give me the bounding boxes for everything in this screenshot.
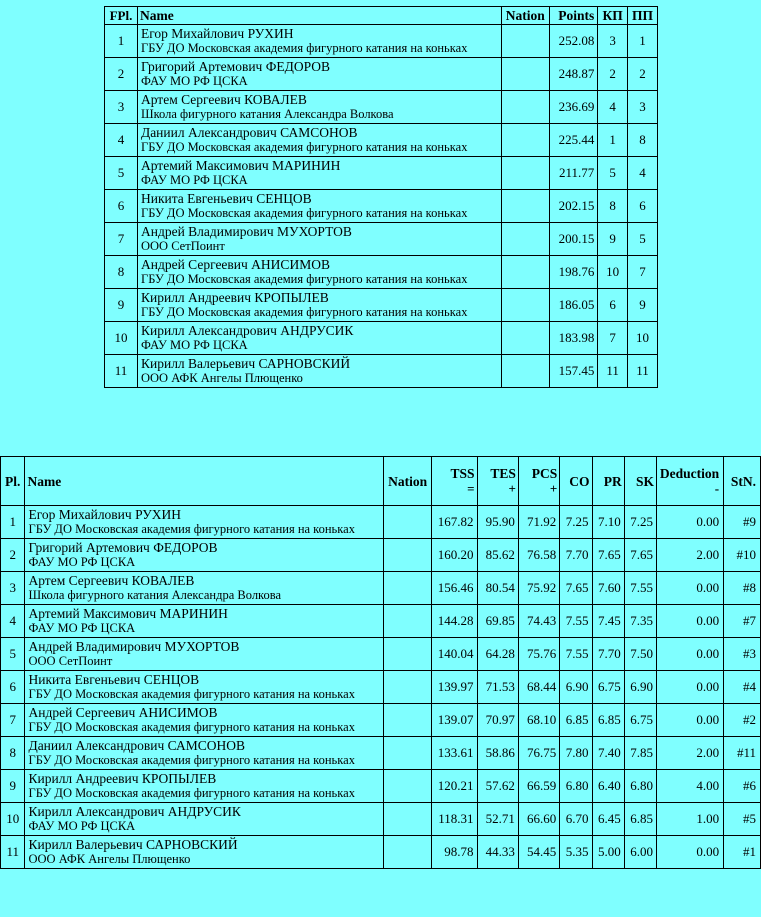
nation-cell <box>384 770 431 803</box>
tes-cell: 71.53 <box>477 671 518 704</box>
co-cell: 7.55 <box>560 605 592 638</box>
nation-cell <box>384 671 431 704</box>
tss-cell: 98.78 <box>431 836 477 869</box>
points-cell: 225.44 <box>549 124 598 157</box>
segment-scores-table <box>0 456 761 869</box>
deduction-cell: 4.00 <box>657 770 724 803</box>
points-cell: 211.77 <box>549 157 598 190</box>
skater-name-cell <box>25 737 384 770</box>
skater-club: Школа фигурного катания Александра Волкова <box>28 588 282 602</box>
short-program-rank-cell: 4 <box>598 91 628 124</box>
segment-scores-table-container <box>0 456 761 869</box>
final-place-cell: 5 <box>105 157 138 190</box>
header-co: CO <box>560 457 592 506</box>
skater-club: ФАУ МО РФ ЦСКА <box>28 555 136 569</box>
skater-name: Никита Евгеньевич СЕНЦОВ <box>140 191 312 206</box>
table-row <box>105 289 658 322</box>
free-program-rank-cell: 7 <box>627 256 657 289</box>
table-row <box>105 256 658 289</box>
pr-cell: 6.75 <box>592 671 624 704</box>
nation-cell <box>384 506 431 539</box>
nation-cell <box>384 605 431 638</box>
skater-name: Кирилл Валерьевич САРНОВСКИЙ <box>140 356 351 371</box>
place-cell: 4 <box>1 605 25 638</box>
free-program-rank-cell: 1 <box>627 25 657 58</box>
pcs-cell: 75.76 <box>518 638 559 671</box>
table-header-row <box>105 7 658 25</box>
place-cell: 6 <box>1 671 25 704</box>
pr-cell: 5.00 <box>592 836 624 869</box>
points-cell: 202.15 <box>549 190 598 223</box>
place-cell: 5 <box>1 638 25 671</box>
skater-name-cell <box>137 124 501 157</box>
short-program-rank-cell: 6 <box>598 289 628 322</box>
nation-cell <box>384 803 431 836</box>
deduction-cell: 2.00 <box>657 737 724 770</box>
nation-cell <box>501 355 549 388</box>
skater-club: ГБУ ДО Московская академия фигурного катания на коньках <box>28 753 355 767</box>
header-tss-sub: = <box>467 481 475 496</box>
pcs-cell: 71.92 <box>518 506 559 539</box>
skater-club: ФАУ МО РФ ЦСКА <box>140 173 248 187</box>
points-cell: 236.69 <box>549 91 598 124</box>
sk-cell: 6.90 <box>624 671 656 704</box>
nation-cell <box>501 322 549 355</box>
tes-cell: 64.28 <box>477 638 518 671</box>
co-cell: 6.70 <box>560 803 592 836</box>
short-program-rank-cell: 9 <box>598 223 628 256</box>
points-cell: 200.15 <box>549 223 598 256</box>
deduction-cell: 0.00 <box>657 671 724 704</box>
tss-cell: 120.21 <box>431 770 477 803</box>
sk-cell: 6.75 <box>624 704 656 737</box>
nation-cell <box>501 25 549 58</box>
free-program-rank-cell: 4 <box>627 157 657 190</box>
table-row <box>105 190 658 223</box>
co-cell: 6.80 <box>560 770 592 803</box>
points-cell: 183.98 <box>549 322 598 355</box>
co-cell: 7.55 <box>560 638 592 671</box>
skater-club: ГБУ ДО Московская академия фигурного катания на коньках <box>140 305 468 319</box>
skater-club: ООО АФК Ангелы Плющенко <box>140 371 303 385</box>
start-number-cell: #6 <box>724 770 761 803</box>
deduction-cell: 0.00 <box>657 836 724 869</box>
start-number-cell: #9 <box>724 506 761 539</box>
table-row <box>1 506 761 539</box>
pr-cell: 6.45 <box>592 803 624 836</box>
skater-name-cell <box>25 671 384 704</box>
skater-name-cell <box>137 190 501 223</box>
short-program-rank-cell: 5 <box>598 157 628 190</box>
skater-name-cell <box>137 256 501 289</box>
nation-cell <box>384 836 431 869</box>
skater-name-cell <box>25 836 384 869</box>
pr-cell: 7.65 <box>592 539 624 572</box>
tes-cell: 44.33 <box>477 836 518 869</box>
skater-club: ООО СетПоинт <box>28 654 113 668</box>
short-program-rank-cell: 10 <box>598 256 628 289</box>
skater-club: ФАУ МО РФ ЦСКА <box>140 74 248 88</box>
header-start-number: StN. <box>724 457 761 506</box>
tes-cell: 58.86 <box>477 737 518 770</box>
points-cell: 157.45 <box>549 355 598 388</box>
start-number-cell: #4 <box>724 671 761 704</box>
sk-cell: 7.25 <box>624 506 656 539</box>
header-tss <box>431 457 477 506</box>
place-cell: 8 <box>1 737 25 770</box>
nation-cell <box>501 124 549 157</box>
place-cell: 1 <box>1 506 25 539</box>
skater-name-cell <box>137 223 501 256</box>
tes-cell: 70.97 <box>477 704 518 737</box>
tes-cell: 52.71 <box>477 803 518 836</box>
skater-name: Артемий Максимович МАРИНИН <box>140 158 341 173</box>
tes-cell: 69.85 <box>477 605 518 638</box>
header-name: Name <box>137 7 501 25</box>
nation-cell <box>501 58 549 91</box>
pcs-cell: 76.75 <box>518 737 559 770</box>
place-cell: 2 <box>1 539 25 572</box>
header-place: Pl. <box>1 457 25 506</box>
skater-name: Григорий Артемович ФЕДОРОВ <box>140 59 331 74</box>
header-nation: Nation <box>384 457 431 506</box>
short-program-rank-cell: 1 <box>598 124 628 157</box>
segment-scores-body <box>1 506 761 869</box>
pr-cell: 6.40 <box>592 770 624 803</box>
sk-cell: 7.65 <box>624 539 656 572</box>
skater-name: Кирилл Александрович АНДРУСИК <box>28 804 241 819</box>
pcs-cell: 75.92 <box>518 572 559 605</box>
pr-cell: 7.45 <box>592 605 624 638</box>
sk-cell: 7.50 <box>624 638 656 671</box>
nation-cell <box>501 256 549 289</box>
table-row <box>1 605 761 638</box>
free-program-rank-cell: 10 <box>627 322 657 355</box>
table-row <box>105 124 658 157</box>
skater-name: Артем Сергеевич КОВАЛЕВ <box>28 573 195 588</box>
place-cell: 7 <box>1 704 25 737</box>
sk-cell: 7.85 <box>624 737 656 770</box>
points-cell: 248.87 <box>549 58 598 91</box>
skater-club: ГБУ ДО Московская академия фигурного катания на коньках <box>140 272 468 286</box>
pcs-cell: 68.10 <box>518 704 559 737</box>
sk-cell: 7.35 <box>624 605 656 638</box>
skater-club: ГБУ ДО Московская академия фигурного катания на коньках <box>140 206 468 220</box>
start-number-cell: #8 <box>724 572 761 605</box>
skater-club: ГБУ ДО Московская академия фигурного катания на коньках <box>28 522 355 536</box>
skater-club: ГБУ ДО Московская академия фигурного катания на коньках <box>28 720 355 734</box>
final-standings-table <box>104 6 658 388</box>
tes-cell: 80.54 <box>477 572 518 605</box>
final-standings-table-container <box>104 6 658 388</box>
final-standings-body <box>105 25 658 388</box>
final-place-cell: 10 <box>105 322 138 355</box>
header-pcs-label: PCS <box>531 466 558 481</box>
skater-name: Григорий Артемович ФЕДОРОВ <box>28 540 218 555</box>
table-row <box>1 572 761 605</box>
start-number-cell: #2 <box>724 704 761 737</box>
short-program-rank-cell: 7 <box>598 322 628 355</box>
sk-cell: 7.55 <box>624 572 656 605</box>
table-row <box>1 770 761 803</box>
table-row <box>1 704 761 737</box>
start-number-cell: #1 <box>724 836 761 869</box>
co-cell: 7.25 <box>560 506 592 539</box>
skater-name-cell <box>25 638 384 671</box>
skater-name-cell <box>25 704 384 737</box>
skater-club: ООО СетПоинт <box>140 239 225 253</box>
final-place-cell: 4 <box>105 124 138 157</box>
deduction-cell: 0.00 <box>657 572 724 605</box>
co-cell: 7.80 <box>560 737 592 770</box>
skater-name-cell <box>137 91 501 124</box>
final-place-cell: 2 <box>105 58 138 91</box>
final-place-cell: 1 <box>105 25 138 58</box>
pcs-cell: 66.60 <box>518 803 559 836</box>
short-program-rank-cell: 11 <box>598 355 628 388</box>
skater-club: Школа фигурного катания Александра Волкова <box>140 107 394 121</box>
header-tss-label: TSS <box>450 466 475 481</box>
skater-name: Андрей Сергеевич АНИСИМОВ <box>140 257 330 272</box>
final-place-cell: 9 <box>105 289 138 322</box>
skater-name-cell <box>137 355 501 388</box>
skater-name-cell <box>137 289 501 322</box>
header-final-place: FPl. <box>105 7 138 25</box>
header-sk: SK <box>624 457 656 506</box>
pcs-cell: 74.43 <box>518 605 559 638</box>
header-nation: Nation <box>501 7 549 25</box>
table-row <box>1 638 761 671</box>
tss-cell: 156.46 <box>431 572 477 605</box>
table-row <box>1 737 761 770</box>
skater-club: ФАУ МО РФ ЦСКА <box>28 621 136 635</box>
skater-name: Кирилл Валерьевич САРНОВСКИЙ <box>28 837 238 852</box>
skater-name: Андрей Сергеевич АНИСИМОВ <box>28 705 218 720</box>
nation-cell <box>501 223 549 256</box>
header-free-program: ПП <box>627 7 657 25</box>
deduction-cell: 1.00 <box>657 803 724 836</box>
start-number-cell: #5 <box>724 803 761 836</box>
skater-name-cell <box>25 506 384 539</box>
nation-cell <box>384 572 431 605</box>
skater-name-cell <box>137 25 501 58</box>
pcs-cell: 68.44 <box>518 671 559 704</box>
header-deduction-label: Deduction <box>659 466 720 481</box>
deduction-cell: 0.00 <box>657 704 724 737</box>
tss-cell: 133.61 <box>431 737 477 770</box>
skater-name-cell <box>25 605 384 638</box>
place-cell: 3 <box>1 572 25 605</box>
final-place-cell: 6 <box>105 190 138 223</box>
pcs-cell: 76.58 <box>518 539 559 572</box>
segment-scores-header <box>1 457 761 506</box>
sk-cell: 6.80 <box>624 770 656 803</box>
header-name: Name <box>25 457 384 506</box>
tss-cell: 140.04 <box>431 638 477 671</box>
final-standings-header <box>105 7 658 25</box>
deduction-cell: 0.00 <box>657 638 724 671</box>
table-row <box>105 157 658 190</box>
co-cell: 7.70 <box>560 539 592 572</box>
co-cell: 7.65 <box>560 572 592 605</box>
table-row <box>1 803 761 836</box>
pr-cell: 7.70 <box>592 638 624 671</box>
skater-name: Даниил Александрович САМСОНОВ <box>140 125 358 140</box>
short-program-rank-cell: 3 <box>598 25 628 58</box>
co-cell: 6.85 <box>560 704 592 737</box>
header-pr: PR <box>592 457 624 506</box>
free-program-rank-cell: 6 <box>627 190 657 223</box>
nation-cell <box>384 737 431 770</box>
skater-name-cell <box>25 572 384 605</box>
header-short-program: КП <box>598 7 628 25</box>
pcs-cell: 54.45 <box>518 836 559 869</box>
free-program-rank-cell: 11 <box>627 355 657 388</box>
table-row <box>1 836 761 869</box>
table-header-row <box>1 457 761 506</box>
nation-cell <box>501 289 549 322</box>
tes-cell: 95.90 <box>477 506 518 539</box>
header-tes <box>477 457 518 506</box>
skater-name: Егор Михайлович РУХИН <box>140 26 294 41</box>
tes-cell: 57.62 <box>477 770 518 803</box>
short-program-rank-cell: 2 <box>598 58 628 91</box>
skater-name: Андрей Владимирович МУХОРТОВ <box>140 224 352 239</box>
skater-club: ГБУ ДО Московская академия фигурного катания на коньках <box>28 786 355 800</box>
header-deduction-sub: - <box>714 481 720 496</box>
skater-club: ГБУ ДО Московская академия фигурного катания на коньках <box>140 140 468 154</box>
skater-name-cell <box>137 322 501 355</box>
table-row <box>105 91 658 124</box>
skater-name: Никита Евгеньевич СЕНЦОВ <box>28 672 200 687</box>
place-cell: 9 <box>1 770 25 803</box>
free-program-rank-cell: 9 <box>627 289 657 322</box>
free-program-rank-cell: 3 <box>627 91 657 124</box>
start-number-cell: #10 <box>724 539 761 572</box>
header-tes-label: TES <box>490 466 516 481</box>
co-cell: 6.90 <box>560 671 592 704</box>
tes-cell: 85.62 <box>477 539 518 572</box>
skater-name: Кирилл Александрович АНДРУСИК <box>140 323 354 338</box>
nation-cell <box>384 539 431 572</box>
pr-cell: 7.60 <box>592 572 624 605</box>
table-row <box>105 25 658 58</box>
tss-cell: 144.28 <box>431 605 477 638</box>
start-number-cell: #11 <box>724 737 761 770</box>
short-program-rank-cell: 8 <box>598 190 628 223</box>
skater-club: ФАУ МО РФ ЦСКА <box>28 819 136 833</box>
pcs-cell: 66.59 <box>518 770 559 803</box>
tss-cell: 139.97 <box>431 671 477 704</box>
nation-cell <box>384 704 431 737</box>
co-cell: 5.35 <box>560 836 592 869</box>
skater-name: Артемий Максимович МАРИНИН <box>28 606 228 621</box>
table-row <box>1 539 761 572</box>
skater-name-cell <box>137 157 501 190</box>
final-place-cell: 11 <box>105 355 138 388</box>
table-row <box>105 223 658 256</box>
free-program-rank-cell: 5 <box>627 223 657 256</box>
skater-club: ГБУ ДО Московская академия фигурного катания на коньках <box>140 41 468 55</box>
pr-cell: 7.40 <box>592 737 624 770</box>
place-cell: 11 <box>1 836 25 869</box>
start-number-cell: #7 <box>724 605 761 638</box>
sk-cell: 6.85 <box>624 803 656 836</box>
deduction-cell: 0.00 <box>657 605 724 638</box>
points-cell: 198.76 <box>549 256 598 289</box>
points-cell: 186.05 <box>549 289 598 322</box>
final-place-cell: 3 <box>105 91 138 124</box>
tss-cell: 167.82 <box>431 506 477 539</box>
start-number-cell: #3 <box>724 638 761 671</box>
pr-cell: 6.85 <box>592 704 624 737</box>
skater-club: ООО АФК Ангелы Плющенко <box>28 852 191 866</box>
tss-cell: 118.31 <box>431 803 477 836</box>
skater-club: ФАУ МО РФ ЦСКА <box>140 338 248 352</box>
nation-cell <box>501 91 549 124</box>
skater-name-cell <box>137 58 501 91</box>
nation-cell <box>501 190 549 223</box>
table-row <box>105 58 658 91</box>
points-cell: 252.08 <box>549 25 598 58</box>
pr-cell: 7.10 <box>592 506 624 539</box>
skater-name: Кирилл Андреевич КРОПЫЛЕВ <box>140 290 329 305</box>
final-place-cell: 7 <box>105 223 138 256</box>
final-place-cell: 8 <box>105 256 138 289</box>
skater-name: Артем Сергеевич КОВАЛЕВ <box>140 92 307 107</box>
tss-cell: 139.07 <box>431 704 477 737</box>
skater-name-cell <box>25 803 384 836</box>
skater-club: ГБУ ДО Московская академия фигурного катания на коньках <box>28 687 355 701</box>
place-cell: 10 <box>1 803 25 836</box>
header-deduction <box>657 457 724 506</box>
free-program-rank-cell: 2 <box>627 58 657 91</box>
deduction-cell: 0.00 <box>657 506 724 539</box>
header-tes-sub: + <box>508 481 516 496</box>
nation-cell <box>501 157 549 190</box>
skater-name: Даниил Александрович САМСОНОВ <box>28 738 246 753</box>
skater-name-cell <box>25 770 384 803</box>
header-pcs-sub: + <box>549 481 558 496</box>
table-row <box>105 355 658 388</box>
header-pcs <box>518 457 559 506</box>
nation-cell <box>384 638 431 671</box>
table-row <box>1 671 761 704</box>
table-row <box>105 322 658 355</box>
header-points: Points <box>549 7 598 25</box>
tss-cell: 160.20 <box>431 539 477 572</box>
deduction-cell: 2.00 <box>657 539 724 572</box>
skater-name: Андрей Владимирович МУХОРТОВ <box>28 639 240 654</box>
skater-name: Егор Михайлович РУХИН <box>28 507 182 522</box>
free-program-rank-cell: 8 <box>627 124 657 157</box>
sk-cell: 6.00 <box>624 836 656 869</box>
skater-name-cell <box>25 539 384 572</box>
skater-name: Кирилл Андреевич КРОПЫЛЕВ <box>28 771 217 786</box>
